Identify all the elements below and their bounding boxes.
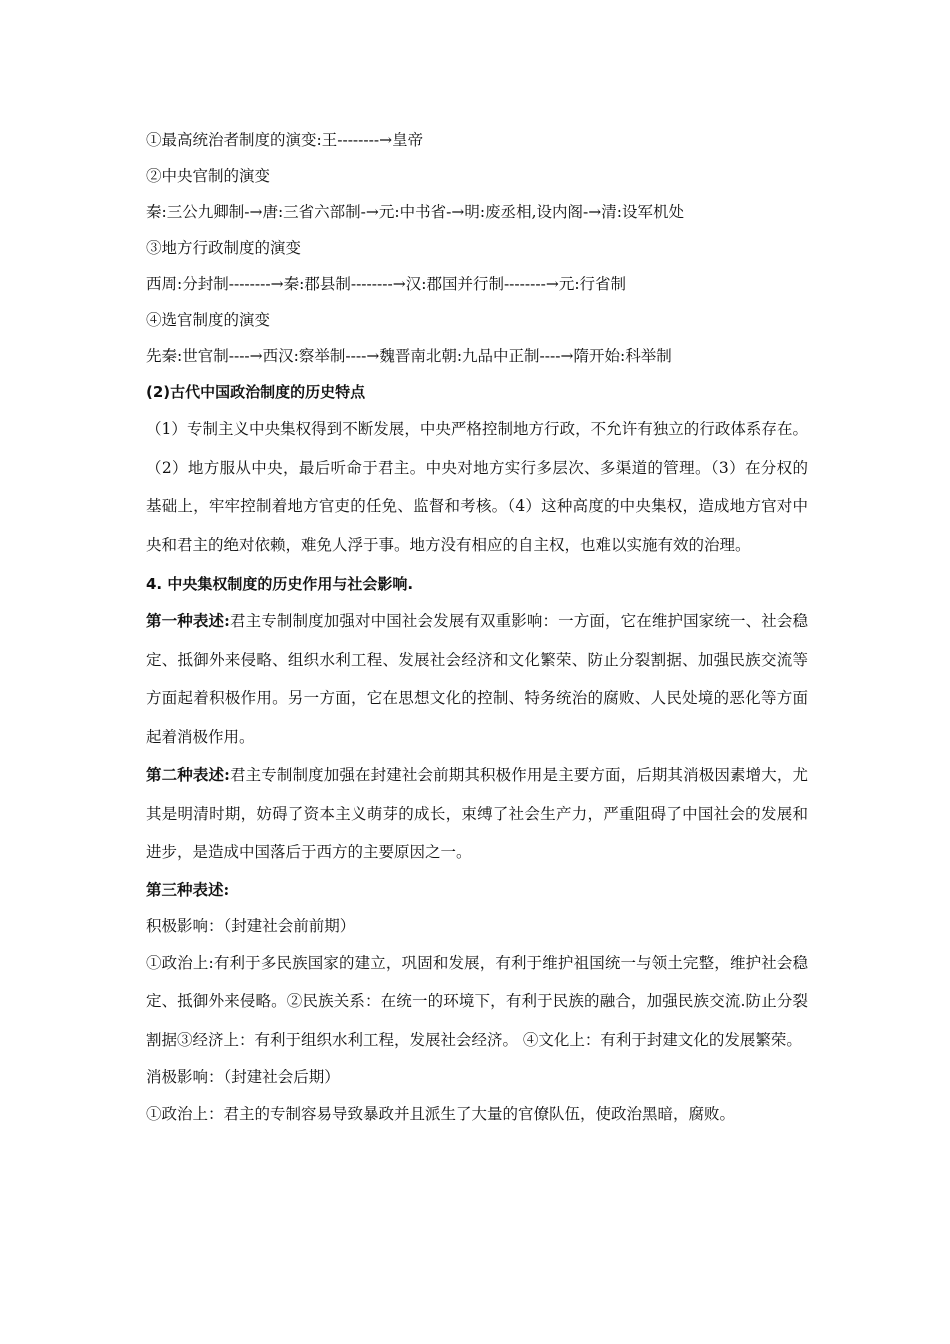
- central-official-heading: ②中央官制的演变: [146, 167, 271, 185]
- section2-body: （1）专制主义中央集权得到不断发展，中央严格控制地方行政，不允许有独立的行政体系存在。（2）地方服从中央，最后听命于君主。中央对地方实行多层次、多渠道的管理。（3）在分权的基础上，牢牢控制着地方官吏的任免、监督和考核。（4）这种高度的中央集权，造成地方官对中央和君主的绝对依赖，难免人浮于事。地方没有相应的自主权，也难以实施有效的治理。: [146, 420, 808, 554]
- first-statement-label: 第一种表述:: [146, 611, 230, 630]
- second-statement-body: 君主专制制度加强在封建社会前期其积极作用是主要方面，后期其消极因素增大，尤其是明清时期，妨碍了资本主义萌芽的成长，束缚了社会生产力，严重阻碍了中国社会的发展和进步，是造成中国落后于西方的主要原因之一。: [146, 766, 808, 861]
- negative-impact-heading: 消极影响：（封建社会后期）: [146, 1068, 340, 1086]
- official-selection-heading: ④选官制度的演变: [146, 311, 271, 329]
- first-statement-body: 君主专制制度加强对中国社会发展有双重影响：一方面，它在维护国家统一、社会稳定、抵御外来侵略、组织水利工程、发展社会经济和文化繁荣、防止分裂割据、加强民族交流等方面起着积极作用。另一方面，它在思想文化的控制、特务统治的腐败、人民处境的恶化等方面起着消极作用。: [146, 612, 808, 746]
- local-admin-line: 西周:分封制--------→秦:郡县制--------→汉:郡国并行制--------→元:行省制: [146, 275, 627, 293]
- positive-impact-heading: 积极影响：（封建社会前前期）: [146, 916, 356, 935]
- section2-heading: (2)古代中国政治制度的历史特点: [146, 383, 366, 401]
- central-official-line: 秦:三公九卿制-→唐:三省六部制-→元:中书省-→明:废丞相,设内阁-→清:设军机处: [146, 203, 684, 221]
- official-selection-line: 先秦:世官制----→西汉:察举制----→魏晋南北朝:九品中正制----→隋开始:科举制: [146, 347, 672, 365]
- local-admin-heading: ③地方行政制度的演变: [146, 239, 302, 257]
- second-statement: [146, 756, 808, 872]
- document-page: [146, 122, 808, 1134]
- second-statement-label: 第二种表述:: [146, 765, 230, 784]
- negative-impact-body: ①政治上：君主的专制容易导致暴政并且派生了大量的官僚队伍，使政治黑暗，腐败。: [146, 1105, 736, 1123]
- supreme-ruler-line: ①最高统治者制度的演变:王--------→皇帝: [146, 131, 424, 149]
- first-statement: [146, 602, 808, 756]
- section4-heading: 4. 中央集权制度的历史作用与社会影响.: [146, 575, 414, 593]
- third-statement-label: 第三种表述:: [146, 879, 230, 899]
- positive-impact-body: ①政治上:有利于多民族国家的建立，巩固和发展，有利于维护祖国统一与领土完整，维护社会稳定、抵御外来侵略。②民族关系：在统一的环境下，有利于民族的融合，加强民族交流.防止分裂割据③经济上：有利于组织水利工程，发展社会经济。 ④文化上：有利于封建文化的发展繁荣。: [146, 953, 808, 1049]
